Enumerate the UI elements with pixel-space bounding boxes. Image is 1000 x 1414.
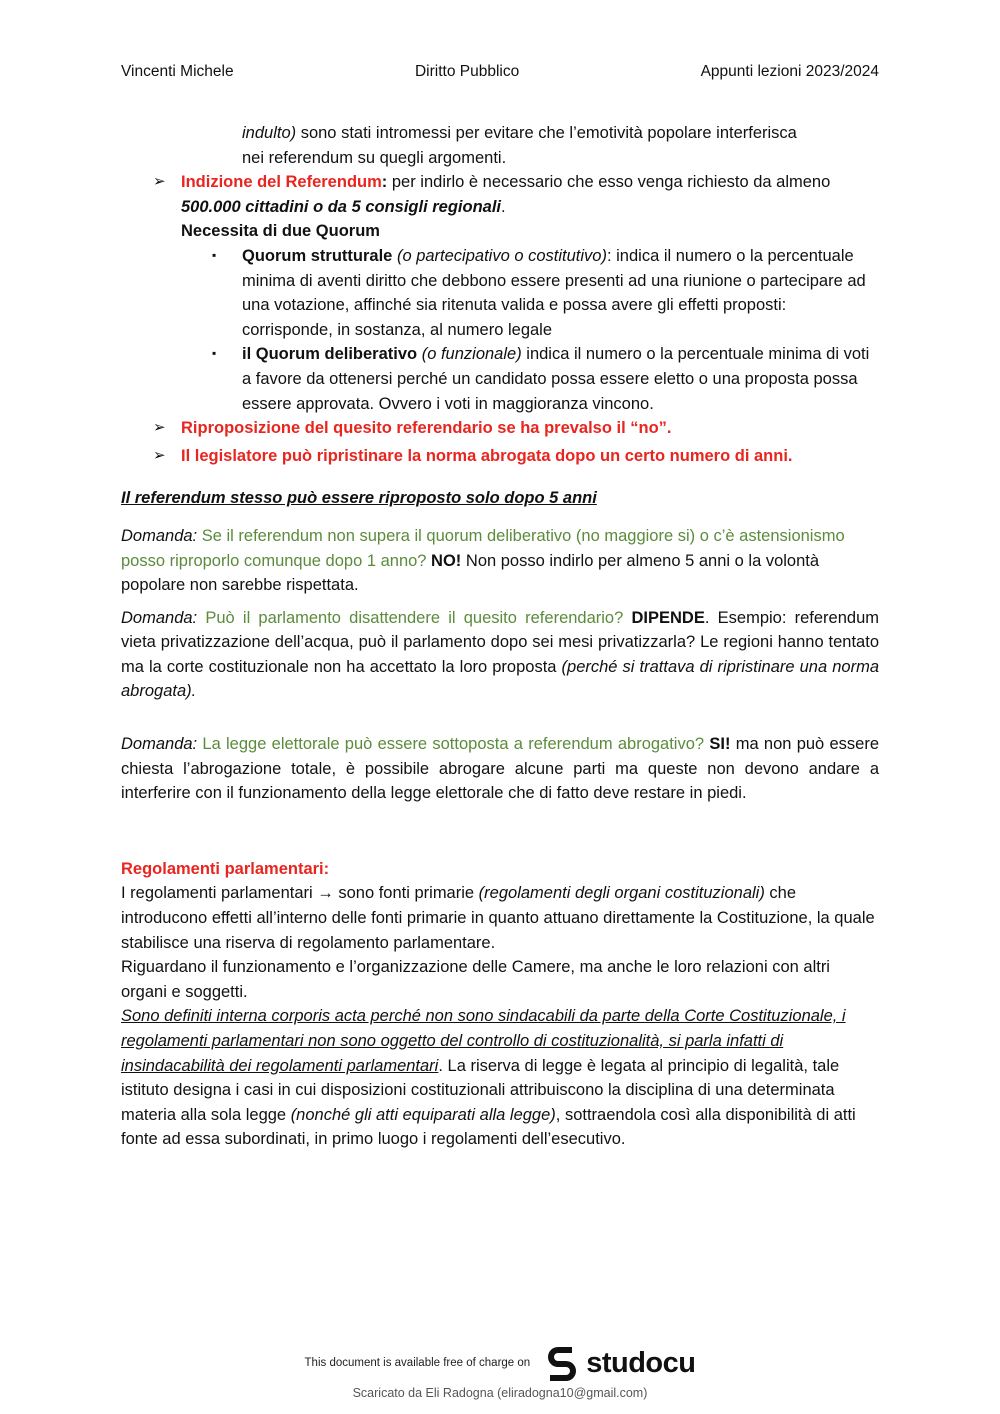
question-1-text: Se il referendum non supera il quorum deliberativo (no maggiore si) o c’è astensionismo posso riproporlo comunque dopo 1 anno?: [121, 526, 845, 570]
question-1: [121, 524, 879, 598]
question-3-text: La legge elettorale può essere sottoposta a referendum abrogativo?: [197, 735, 705, 754]
regolamenti-title: Regolamenti parlamentari:: [121, 859, 330, 878]
studocu-logo-icon: [544, 1343, 580, 1383]
page-header: [121, 62, 879, 82]
question-2: [121, 606, 879, 704]
regolamenti-paragraph-2: Riguardano il funzionamento e l’organizzazione delle Camere, ma anche le loro relazioni con altri organi e soggetti.: [121, 958, 830, 1001]
bullet-quorum-deliberativo: [121, 342, 879, 416]
quorum-strutturale-paren: (o partecipativo o costitutivo): [392, 246, 607, 265]
continuation-text: sono stati intromessi per evitare che l’emotività popolare interferisca: [296, 124, 797, 142]
arrow-bullet-icon: ➢: [153, 173, 166, 191]
studocu-logo-text[interactable]: studocu: [586, 1346, 696, 1379]
regolamenti-paragraph-3: [121, 1004, 879, 1152]
bullet-quorum-strutturale: [121, 244, 879, 342]
regolamenti-p3-underlined: Sono definiti interna corporis acta perché non sono sindacabili da parte della Corte Costituzionale, i regolamenti parlamentari non sono oggetto del controllo di costituzionalità, si parla infatti di insindacabilità dei regolamenti parlamentari: [121, 1007, 846, 1075]
quorum-deliberativo-label: il Quorum deliberativo: [242, 345, 418, 364]
question-2-rest: . Esempio: referendum vieta privatizzazione dell’acqua, può il parlamento dopo sei mesi privatizzarla? Le regioni hanno tentato ma la corte costituzionale non ha accettato la loro proposta: [121, 608, 880, 676]
question-3-answer: SI!: [704, 735, 731, 754]
question-1-label: Domanda:: [121, 526, 198, 545]
quorum-deliberativo-paren: (o funzionale): [417, 345, 522, 364]
regolamenti-p1-a: I regolamenti parlamentari → sono fonti primarie: [121, 884, 479, 903]
question-3: [121, 732, 879, 806]
arrow-bullet-icon: ➢: [153, 446, 166, 464]
bullet-indizione: [121, 170, 879, 219]
question-2-italic: (perché si trattava di ripristinare una norma abrogata).: [121, 657, 879, 701]
square-bullet-icon: ▪: [212, 346, 217, 361]
regolamenti-p1-b: che introducono effetti all’interno delle fonti primarie in quanto attuano direttamente la Costituzione, la quale stabilisce una riserva di regolamento parlamentare.: [121, 884, 875, 952]
quorum-heading: Necessita di due Quorum: [181, 222, 380, 241]
header-author: Vincenti Michele: [121, 63, 234, 80]
five-years-rule: [121, 486, 879, 511]
regolamenti-paragraph-1: [121, 881, 879, 955]
arrow-bullet-icon: ➢: [153, 419, 166, 437]
riproposizione-text: Riproposizione del quesito referendario se ha prevalso il “no”.: [181, 419, 672, 438]
download-notice: Scaricato da Eli Radogna (eliradogna10@gmail.com): [352, 1386, 648, 1400]
question-3-rest: ma non può essere chiesta l’abrogazione totale, è possibile abrogare alcune parti ma queste non devono andare a interferire con il funzionamento della legge elettorale che di fatto deve restare in piedi.: [121, 735, 880, 803]
regolamenti-p3-a: . La riserva di legge è legata al principio di legalità, tale istituto designa i casi in cui disposizioni costituzionali attribuiscono la disciplina di una determinata materia alla sola legge: [121, 1056, 840, 1124]
continuation-paragraph: [121, 121, 879, 170]
question-2-answer: DIPENDE: [623, 608, 705, 627]
header-notes: Appunti lezioni 2023/2024: [700, 63, 879, 80]
quorum-strutturale-label: Quorum strutturale: [242, 246, 393, 265]
regolamenti-p1-italic: (regolamenti degli organi costituzionali): [478, 884, 765, 903]
studocu-footer: [0, 1343, 1000, 1383]
question-1-rest: Non posso indirlo per almeno 5 anni o la volontà popolare non sarebbe rispettata.: [121, 551, 820, 595]
indizione-end: .: [501, 197, 506, 216]
indizione-text: per indirlo è necessario che esso venga richiesto da almeno: [387, 173, 831, 192]
continuation-line2: nei referendum su quegli argomenti.: [242, 148, 507, 167]
regolamenti-p3-b: , sottraendola così alla disponibilità di atti fonte ad essa subordinati, in primo luogo i regolamenti dell’esecutivo.: [121, 1105, 856, 1149]
five-years-text: Il referendum stesso può essere riproposto solo dopo 5 anni: [121, 489, 597, 508]
question-2-label: Domanda:: [121, 608, 198, 627]
document-body: [121, 121, 879, 1152]
question-1-answer: NO!: [426, 551, 462, 570]
indizione-colon: :: [381, 173, 388, 192]
quorum-strutturale-text: : indica il numero o la percentuale minima di aventi diritto che debbono essere presenti ad una riunione o partecipare ad una votazione, affinché sia ritenuta valida e possa avere gli effetti proposti: corrisponde, in sostanza, al numero legale: [242, 246, 866, 339]
regolamenti-p3-italic: (nonché gli atti equiparati alla legge): [290, 1105, 556, 1124]
bullet-ripristino: [121, 444, 879, 469]
continuation-italic: indulto): [242, 124, 297, 142]
footer-available-text: This document is available free of charge on: [304, 1357, 531, 1369]
square-bullet-icon: ▪: [212, 247, 217, 262]
ripristino-text: Il legislatore può ripristinare la norma abrogata dopo un certo numero di anni.: [181, 446, 793, 465]
question-2-text: Può il parlamento disattendere il quesito referendario?: [197, 608, 624, 627]
indizione-label: Indizione del Referendum: [181, 173, 382, 192]
indizione-emphasis: 500.000 cittadini o da 5 consigli regionali: [181, 197, 502, 216]
header-subject: Diritto Pubblico: [414, 63, 520, 80]
bullet-riproposizione: [121, 416, 879, 441]
quorum-deliberativo-text: indica il numero o la percentuale minima di voti a favore da ottenersi perché un candidato possa essere eletto o una proposta possa essere approvata. Ovvero i voti in maggioranza vincono.: [242, 345, 870, 413]
question-3-label: Domanda:: [121, 735, 198, 754]
